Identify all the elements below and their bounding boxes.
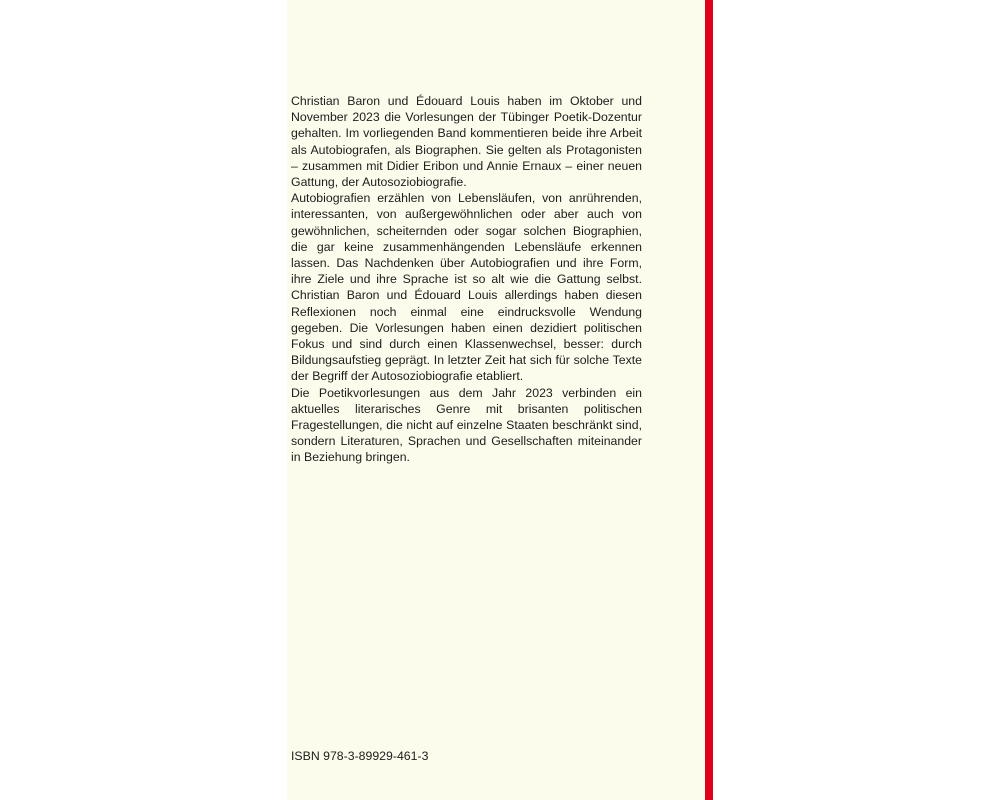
back-cover-blurb bbox=[291, 93, 642, 466]
blurb-paragraph-1: Christian Baron und Édouard Louis haben im Oktober und November 2023 die Vorlesungen der Tübinger Poetik-Dozentur gehalten. Im vorliegenden Band kommentieren beide ihre Arbeit als Autobiografen, als Biographen. Sie gelten als Protagonisten – zusammen mit Didier Eribon und Annie Ernaux – einer neuen Gattung, der Autosoziobiografie. bbox=[291, 94, 642, 190]
isbn-number: ISBN 978-3-89929-461-3 bbox=[291, 749, 429, 763]
red-spine-stripe bbox=[705, 0, 713, 800]
blurb-paragraph-3: Die Poetikvorlesungen aus dem Jahr 2023 verbinden ein aktuelles literarisches Genre mit brisanten politischen Fragestellungen, die nicht auf einzelne Staaten beschränkt sind, sondern Literaturen, Sprachen und Gesellschaften miteinander in Beziehung bringen. bbox=[291, 385, 642, 465]
blurb-paragraph-2: Autobiografien erzählen von Lebensläufen, von anrührenden, interessanten, von außergewöhnlichen oder aber auch von gewöhnlichen, scheiternden oder sogar solchen Biographien, die gar keine zusammenhängenden Lebensläufe erkennen lassen. Das Nachdenken über Autobiografien und ihre Form, ihre Ziele und ihre Sprache ist so alt wie die Gattung selbst. Christian Baron und Édouard Louis allerdings haben diesen Reflexionen noch einmal eine eindrucksvolle Wendung gegeben. Die Vorlesungen haben einen dezidiert politischen Fokus und sind durch einen Klassenwechsel, besser: durch Bildungsaufstieg geprägt. In letzter Zeit hat sich für solche Texte der Begriff der Autosoziobiografie etabliert. bbox=[291, 191, 642, 384]
